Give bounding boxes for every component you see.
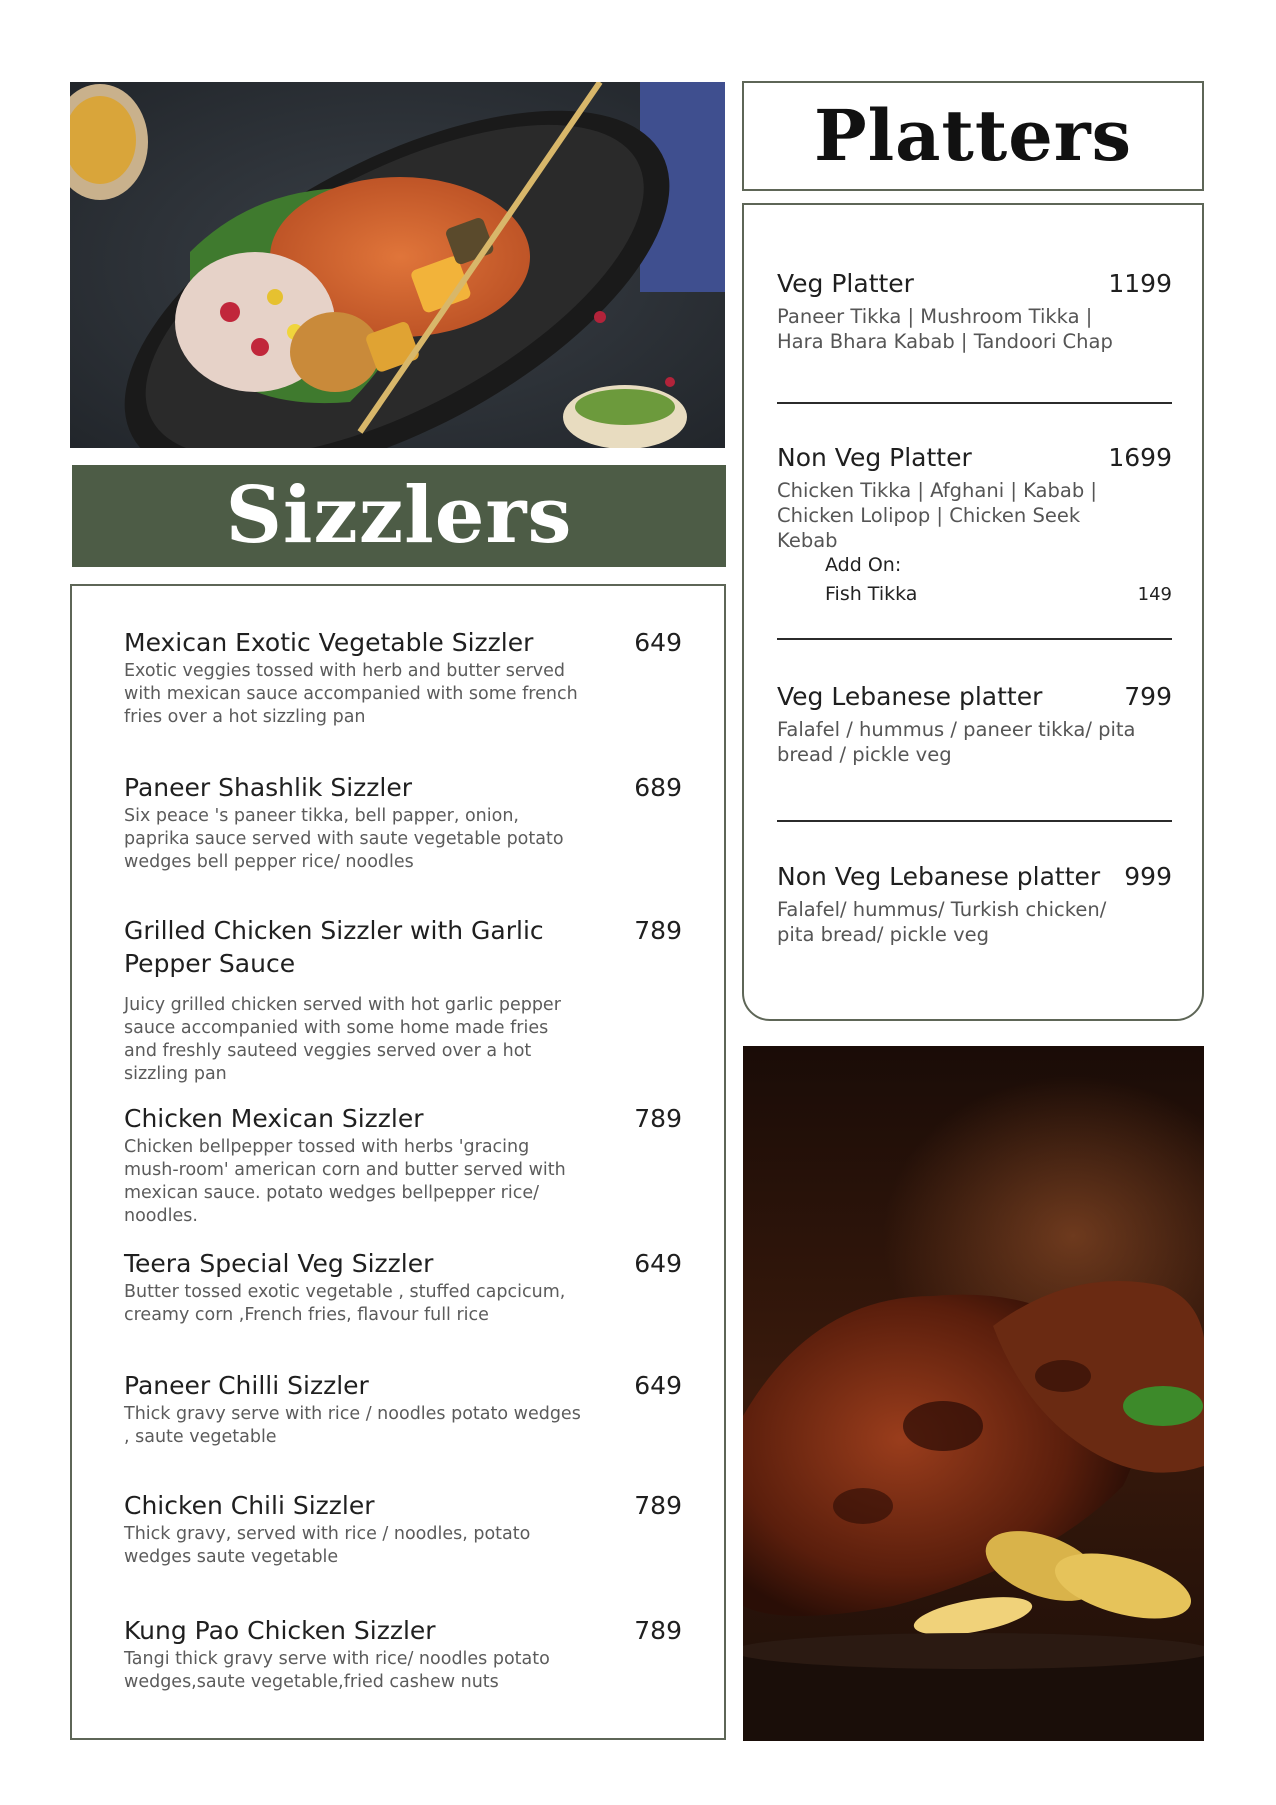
- item-price: 649: [634, 1371, 682, 1400]
- item-price: 649: [634, 1249, 682, 1278]
- item-description: Falafel / hummus / paneer tikka/ pita bread / pickle veg: [777, 718, 1136, 766]
- add-on-name: Fish Tikka: [825, 583, 918, 605]
- add-on-item: [825, 582, 1172, 607]
- item-price: 789: [634, 1616, 682, 1645]
- item-description: Thick gravy serve with rice / noodles potato wedges , saute vegetable: [124, 1404, 581, 1447]
- item-price: 1199: [1108, 269, 1172, 298]
- menu-item: [124, 1369, 682, 1449]
- menu-item: [777, 267, 1172, 354]
- item-price: 789: [634, 1104, 682, 1133]
- platters-menu-list: [742, 203, 1204, 1021]
- item-name: Chicken Mexican Sizzler: [124, 1104, 424, 1133]
- item-name: Mexican Exotic Vegetable Sizzler: [124, 628, 534, 657]
- item-description: Chicken bellpepper tossed with herbs 'gracing mush-room' american corn and butter served with mexican sauce. potato wedges bellpepper rice/ noodles.: [124, 1137, 566, 1226]
- item-description: Exotic veggies tossed with herb and butter served with mexican sauce accompanied with some french fries over a hot sizzling pan: [124, 661, 578, 727]
- menu-item: [777, 680, 1172, 767]
- item-name: Kung Pao Chicken Sizzler: [124, 1616, 436, 1645]
- add-on-label: Add On:: [825, 554, 902, 576]
- item-description: Chicken Tikka | Afghani | Kabab | Chicken Lolipop | Chicken Seek Kebab: [777, 479, 1097, 552]
- item-name: Chicken Chili Sizzler: [124, 1491, 375, 1520]
- item-description: Tangi thick gravy serve with rice/ noodles potato wedges,saute vegetable,fried cashew nuts: [124, 1649, 550, 1692]
- item-price: 649: [634, 628, 682, 657]
- menu-item: [777, 441, 1172, 553]
- item-price: 999: [1124, 862, 1172, 891]
- item-description: Thick gravy, served with rice / noodles, potato wedges saute vegetable: [124, 1524, 531, 1567]
- menu-item: [124, 1614, 682, 1694]
- item-price: 789: [634, 916, 682, 945]
- item-name: Paneer Chilli Sizzler: [124, 1371, 369, 1400]
- menu-item: [124, 1102, 682, 1228]
- menu-item: [124, 1247, 682, 1327]
- menu-item: [777, 860, 1172, 947]
- item-name: Teera Special Veg Sizzler: [124, 1249, 434, 1278]
- item-description: Paneer Tikka | Mushroom Tikka | Hara Bhara Kabab | Tandoori Chap: [777, 305, 1113, 353]
- item-name: Non Veg Lebanese platter: [777, 862, 1101, 891]
- sizzler-plate-photo: [70, 82, 725, 448]
- menu-item: [124, 771, 682, 874]
- item-name: Veg Lebanese platter: [777, 682, 1043, 711]
- item-description: Six peace 's paneer tikka, bell papper, onion, paprika sauce served with saute vegetable potato wedges bell pepper rice/ noodles: [124, 806, 564, 872]
- item-price: 799: [1124, 682, 1172, 711]
- item-name: Paneer Shashlik Sizzler: [124, 773, 412, 802]
- item-name: Grilled Chicken Sizzler with Garlic Pepper Sauce: [124, 916, 544, 978]
- menu-item: [124, 1489, 682, 1569]
- platters-header: [742, 81, 1204, 191]
- divider: [777, 820, 1172, 822]
- item-price: 789: [634, 1491, 682, 1520]
- item-description: Falafel/ hummus/ Turkish chicken/ pita bread/ pickle veg: [777, 898, 1107, 946]
- sizzlers-menu-list: [70, 584, 726, 1740]
- item-name: Veg Platter: [777, 269, 914, 298]
- divider: [777, 638, 1172, 640]
- item-name: Non Veg Platter: [777, 443, 972, 472]
- add-on-price: 149: [1137, 584, 1172, 605]
- menu-item: [124, 914, 682, 1086]
- item-price: 689: [634, 773, 682, 802]
- platters-title: Platters: [813, 94, 1133, 177]
- menu-item: [124, 626, 682, 729]
- add-on: [825, 553, 1172, 607]
- grilled-chicken-sizzler-photo: [743, 1046, 1204, 1741]
- item-price: 1699: [1108, 443, 1172, 472]
- item-description: Juicy grilled chicken served with hot garlic pepper sauce accompanied with some home made fries and freshly sauteed veggies served over a hot sizzling pan: [124, 995, 561, 1084]
- sizzlers-banner: [72, 465, 726, 567]
- item-description: Butter tossed exotic vegetable , stuffed capcicum, creamy corn ,French fries, flavour full rice: [124, 1282, 566, 1325]
- sizzlers-title: Sizzlers: [225, 470, 573, 561]
- divider: [777, 402, 1172, 404]
